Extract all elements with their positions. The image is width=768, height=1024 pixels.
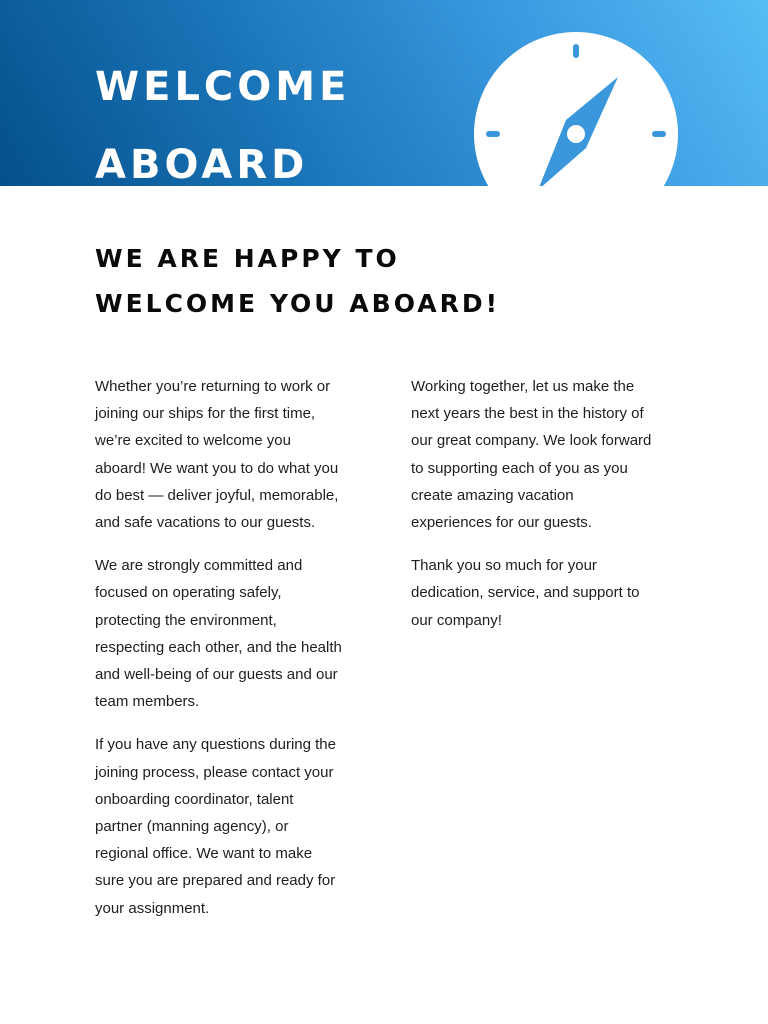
text-line: to supporting each of you as you bbox=[411, 459, 628, 477]
text-line: dedication, service, and support to bbox=[411, 584, 640, 602]
paragraph bbox=[411, 552, 673, 634]
text-line: do best — deliver joyful, memorable, bbox=[95, 486, 339, 504]
text-line: regional office. We want to make bbox=[95, 845, 313, 863]
text-line: and well-being of our guests and our bbox=[95, 666, 338, 684]
text-line: joining our ships for the first time, bbox=[95, 405, 316, 423]
text-line: aboard! We want you to do what you bbox=[95, 459, 339, 477]
text-line: onboarding coordinator, talent bbox=[95, 790, 294, 808]
compass-pivot bbox=[567, 125, 585, 143]
compass-tick-left bbox=[486, 131, 500, 137]
text-line: team members. bbox=[95, 693, 200, 711]
text-line: we’re excited to welcome you bbox=[95, 432, 291, 450]
text-line: If you have any questions during the bbox=[95, 736, 336, 754]
compass-tick-top bbox=[573, 44, 579, 58]
text-line: and safe vacations to our guests. bbox=[95, 514, 316, 532]
compass-icon bbox=[472, 30, 680, 186]
text-line: focused on operating safely, bbox=[95, 584, 282, 602]
welcome-heading bbox=[95, 236, 500, 326]
text-line: Working together, let us make the bbox=[411, 378, 635, 395]
heading-line: WE ARE HAPPY TO bbox=[95, 244, 400, 273]
title-line: ABOARD bbox=[95, 142, 309, 186]
left-column bbox=[95, 373, 363, 938]
header-banner bbox=[0, 0, 768, 186]
text-line: joining process, please contact your bbox=[95, 763, 334, 781]
text-line: sure you are prepared and ready for bbox=[95, 872, 336, 890]
text-line: We are strongly committed and bbox=[95, 557, 303, 575]
text-line: our company! bbox=[411, 611, 502, 629]
paragraph bbox=[95, 373, 363, 536]
title-line: WELCOME bbox=[95, 64, 351, 110]
text-line: your assignment. bbox=[95, 899, 210, 917]
text-line: respecting each other, and the health bbox=[95, 638, 342, 656]
right-column bbox=[411, 373, 673, 650]
heading-line: WELCOME YOU ABOARD! bbox=[95, 289, 501, 318]
compass-tick-right bbox=[652, 131, 666, 137]
paragraph bbox=[411, 373, 673, 536]
text-line: next years the best in the history of bbox=[411, 405, 644, 423]
text-line: experiences for our guests. bbox=[411, 514, 592, 532]
text-line: create amazing vacation bbox=[411, 486, 574, 504]
paragraph bbox=[95, 552, 363, 715]
text-line: Thank you so much for your bbox=[411, 557, 597, 575]
text-line: partner (manning agency), or bbox=[95, 818, 289, 836]
paragraph bbox=[95, 731, 363, 921]
text-line: protecting the environment, bbox=[95, 611, 277, 629]
text-line: Whether you’re returning to work or bbox=[95, 378, 331, 395]
text-line: our great company. We look forward bbox=[411, 432, 652, 450]
page-title bbox=[95, 48, 350, 186]
